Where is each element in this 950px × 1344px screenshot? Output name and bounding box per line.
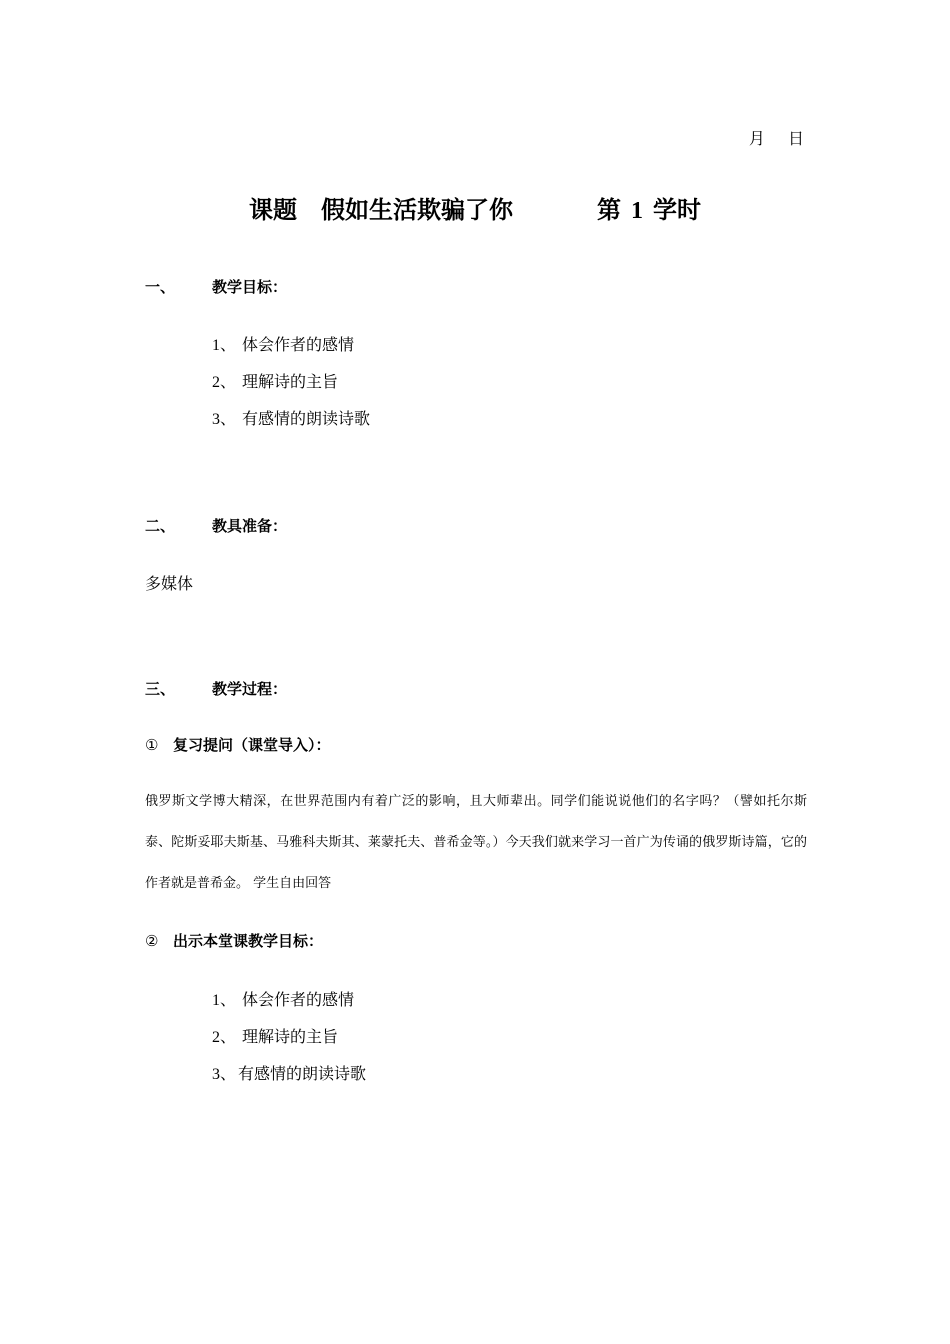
objective-text: 有感情的朗读诗歌 bbox=[242, 409, 371, 428]
section2-title: 教具准备： bbox=[212, 517, 288, 535]
section2-number: 二、 bbox=[145, 517, 176, 535]
goal-item bbox=[212, 1061, 366, 1084]
page-title bbox=[0, 190, 950, 225]
section1-title: 教学目标： bbox=[212, 278, 288, 296]
section3-title: 教学过程： bbox=[212, 680, 288, 698]
period-number: 1 bbox=[631, 198, 643, 224]
goal-item bbox=[212, 1024, 338, 1047]
goal-item bbox=[212, 987, 354, 1010]
period-prefix: 第 bbox=[597, 195, 621, 224]
objective-item bbox=[212, 332, 354, 355]
step2-title: 出示本堂课教学目标： bbox=[173, 932, 324, 950]
objective-number: 2、 bbox=[212, 374, 237, 391]
materials-text: 多媒体 bbox=[145, 574, 194, 593]
section3-number: 三、 bbox=[145, 680, 176, 698]
step2-mark: ② bbox=[145, 932, 159, 950]
lesson-name: 假如生活欺骗了你 bbox=[321, 195, 513, 224]
step1-heading bbox=[145, 734, 331, 755]
objective-item bbox=[212, 369, 338, 392]
section1-number: 一、 bbox=[145, 278, 176, 296]
goal-number: 2、 bbox=[212, 1029, 237, 1046]
goal-number: 3、 bbox=[212, 1066, 237, 1083]
step2-heading bbox=[145, 930, 323, 951]
goal-text: 理解诗的主旨 bbox=[242, 1027, 339, 1046]
goal-number: 1、 bbox=[212, 992, 237, 1009]
date-line: 月 日 bbox=[748, 129, 806, 148]
intro-paragraph: 俄罗斯文学博大精深，在世界范围内有着广泛的影响，且大师辈出。同学们能说说他们的名字吗？（譬如托尔斯泰、陀斯妥耶夫斯基、马雅科夫斯其、莱蒙托夫、普希金等。）今天我们就来学习一首广为传诵的俄罗斯诗篇，它的作者就是普希金。 学生自由回答 bbox=[145, 794, 807, 891]
objective-number: 1、 bbox=[212, 337, 237, 354]
objective-item bbox=[212, 406, 370, 429]
objective-text: 体会作者的感情 bbox=[242, 335, 355, 354]
period-suffix: 学时 bbox=[653, 195, 701, 224]
objective-text: 理解诗的主旨 bbox=[242, 372, 339, 391]
goal-text: 体会作者的感情 bbox=[242, 990, 355, 1009]
step1-title: 复习提问（课堂导入）： bbox=[173, 736, 331, 754]
goal-text: 有感情的朗读诗歌 bbox=[238, 1064, 367, 1083]
objective-number: 3、 bbox=[212, 411, 237, 428]
step1-mark: ① bbox=[145, 736, 159, 754]
title-label: 课题 bbox=[249, 195, 297, 224]
